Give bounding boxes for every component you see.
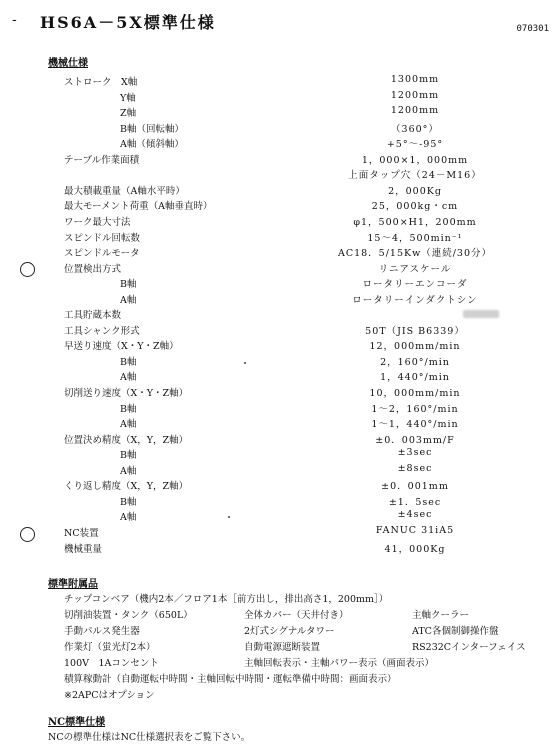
spec-row [0,338,555,351]
spec-label: ワーク最大寸法 [64,216,131,228]
spec-row [0,385,555,398]
spec-row [0,525,555,538]
spec-row [0,307,555,320]
spec-label: 工具貯蔵本数 [64,310,122,322]
spec-label: 早送り速度（X・Y・Z軸） [64,341,179,353]
spec-row [0,183,555,196]
leading-dash: - [12,12,17,28]
spec-label: 最大積載重量（A軸水平時） [64,185,185,197]
spec-label: A軸 [120,512,137,524]
nc-spec-note: NCの標準仕様はNC仕様選択表をご覧下さい。 [48,732,251,743]
spec-value: 上面タップ穴（24－M16） [348,170,482,182]
spec-row [0,261,555,274]
spec-row [0,105,555,118]
spec-label: B軸（回転軸） [120,123,184,135]
spec-value: 1200mm [390,89,440,101]
spec-label: Z軸 [120,108,137,120]
spec-value: ±1．5sec [388,496,442,508]
spec-row [0,541,555,554]
spec-label: 機械重量 [64,543,103,555]
page-title: HS6A－5X標準仕様 [40,13,216,32]
spec-value: 50T（JIS B6339） [365,325,465,337]
spec-value: 41，000Kg [384,543,446,555]
spec-label: B軸 [120,279,137,291]
spec-row [0,167,555,180]
spec-label: ストローク X軸 [64,77,138,88]
spec-label: A軸 [120,419,137,431]
spec-row [0,463,555,476]
spec-row [0,74,555,87]
spec-value: FANUC 31iA5 [375,524,455,536]
spec-row [0,152,555,165]
speck-mark [228,516,230,518]
spec-value: 15～4，500min⁻¹ [367,232,463,244]
spec-value: 1，440°/min [380,372,450,384]
spec-value: ±0．001mm [381,481,449,493]
accessory-item: RS232Cインターフェイス [412,642,526,653]
accessory-item: ATC各個制御操作盤 [412,626,499,637]
spec-row [0,245,555,258]
spec-label: くり返し精度（X，Y，Z軸） [64,481,189,493]
document-number: 070301 [516,24,549,34]
spec-label: 位置検出方式 [64,263,122,275]
spec-value: ±3sec [397,447,433,459]
spec-row [0,136,555,149]
redacted-value [463,310,499,318]
spec-row [0,432,555,445]
accessory-chip-conveyor: チップコンベア（機内2本／フロア1本［前方出し，排出高さ1，200mm］） [64,594,389,605]
spec-row [0,401,555,414]
spec-value: 2，160°/min [380,356,450,368]
spec-value: 25，000kg・cm [371,201,459,213]
spec-value: φ1，500×H1，200mm [353,216,477,228]
spec-row [0,292,555,305]
spec-label: B軸 [120,496,137,508]
spec-value: 12，000mm/min [369,341,461,353]
accessory-spindle-display: 主軸回転表示・主軸パワー表示（画面表示） [244,658,435,669]
spec-label: B軸 [120,356,137,368]
spec-label: A軸 [120,294,137,306]
accessories-heading: 標準附属品 [48,579,98,590]
spec-row [0,369,555,382]
spec-value: 10，000mm/min [369,388,461,399]
spec-row [0,447,555,460]
spec-row [0,198,555,211]
spec-value: 1，000×1，000mm [361,154,469,166]
spec-value: ±0．003mm/F [375,434,455,446]
spec-row [0,354,555,367]
spec-value: +5°～-95° [386,139,444,151]
spec-row [0,230,555,243]
spec-value: 2，000Kg [388,185,442,197]
speck-mark [244,362,246,364]
accessory-item: 主軸クーラー [412,610,470,621]
spec-label: 切削送り速度（X・Y・Z軸） [64,388,189,399]
spec-label: スピンドルモータ [64,248,140,260]
spec-value: 1～2，160°/min [371,403,459,415]
spec-label: A軸 [120,372,137,384]
spec-value: ロータリーエンコーダ [362,279,468,291]
spec-value: AC18．5/15Kw（連続/30分） [337,248,493,260]
accessory-apc-note: ※2APCはオプション [64,690,155,701]
spec-value: 1200mm [390,105,440,117]
spec-label: スピンドル回転数 [64,232,141,244]
accessory-item: 全体カバー（天井付き） [244,610,349,621]
accessory-item: 自動電源遮断装置 [244,642,321,653]
spec-label: テーブル作業面積 [64,154,140,166]
spec-row [0,323,555,336]
spec-row [0,90,555,103]
spec-value: 1～1，440°/min [371,419,459,431]
spec-row [0,276,555,289]
accessory-item: 切削油装置・タンク（650L） [64,610,193,621]
accessory-hour-meter: 積算稼動計（自動運転中時間・主軸回転中時間・運転準備中時間：画面表示） [64,674,397,685]
accessory-item: 手動パルス発生器 [64,626,140,637]
spec-value: ロータリーインダクトシン [352,294,478,306]
spec-label: Y軸 [120,92,136,104]
spec-value: （360°） [391,123,439,135]
spec-value: 1300mm [390,74,440,85]
spec-row [0,494,555,507]
spec-label: A軸 [120,465,137,477]
spec-label: 位置決め精度（X，Y，Z軸） [64,434,189,446]
spec-value: リニアスケール [378,263,452,275]
spec-row [0,509,555,522]
hole-punch-mark-bottom [20,527,35,542]
machine-spec-heading: 機械仕様 [48,58,88,69]
spec-label: B軸 [120,450,137,462]
spec-label: NC装置 [64,527,99,539]
spec-row [0,214,555,227]
spec-row [0,478,555,491]
hole-punch-mark-top [20,262,35,277]
accessory-outlet: 100V 1Aコンセント [64,658,159,669]
spec-value: ±4sec [397,509,433,521]
spec-row [0,121,555,134]
accessory-item: 作業灯（蛍光灯2本） [64,642,156,653]
spec-label: 最大モーメント荷重（A軸垂直時） [64,201,213,213]
spec-label: A軸（傾斜軸） [120,139,184,151]
nc-spec-heading: NC標準仕様 [48,717,106,728]
spec-label: B軸 [120,403,137,415]
spec-row [0,416,555,429]
spec-label: 工具シャンク形式 [64,325,140,337]
accessory-item: 2灯式シグナルタワー [244,626,335,637]
spec-value: ±8sec [397,462,433,474]
